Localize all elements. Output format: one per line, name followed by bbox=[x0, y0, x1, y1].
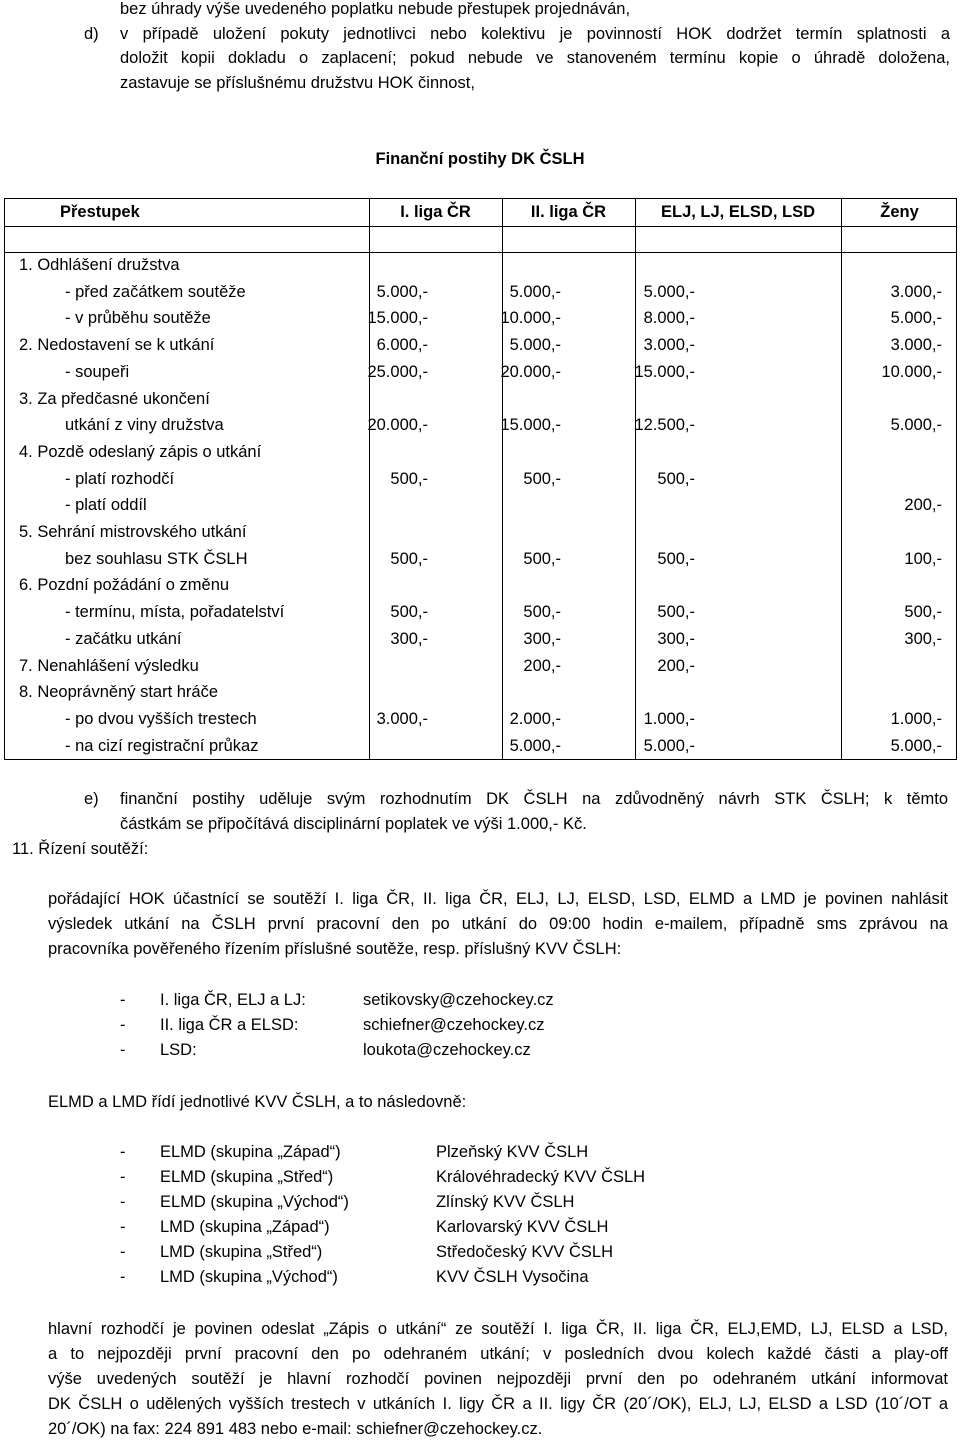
fee-value: 10.000,- bbox=[881, 363, 942, 381]
para1-line-2: výsledek utkání na ČSLH první pracovní den po utkání do 09:00 hodin e-mailem, případně sms zprávou na bbox=[48, 915, 948, 933]
header-league-1: I. liga ČR bbox=[400, 203, 471, 221]
para2-line-5: 20´/OK) na fax: 224 891 483 nebo e-mail: schiefner@czehockey.cz. bbox=[48, 1420, 543, 1438]
fee-value: 500,- bbox=[390, 603, 428, 621]
fee-row-label: 8. Neoprávněný start hráče bbox=[19, 683, 219, 701]
para1-line-1: pořádající HOK účastnící se soutěží I. liga ČR, II. liga ČR, ELJ, LJ, ELSD, LSD, ELMD a LMD je povinen nahlásit bbox=[48, 890, 948, 908]
fee-value: 15.000,- bbox=[500, 416, 561, 434]
bullet: - bbox=[120, 1041, 126, 1059]
item-d-line-1: v případě uložení pokuty jednotlivci nebo kolektivu je povinností HOK dodržet termín splatnosti a bbox=[120, 25, 950, 43]
fee-value: 500,- bbox=[904, 603, 942, 621]
fee-value: 200,- bbox=[523, 657, 561, 675]
contact-email[interactable]: schiefner@czehockey.cz bbox=[363, 1016, 545, 1034]
fee-row-label: - začátku utkání bbox=[65, 630, 182, 648]
group-kvv: Plzeňský KVV ČSLH bbox=[436, 1143, 589, 1161]
contact-label: LSD: bbox=[160, 1041, 197, 1059]
item-e-marker: e) bbox=[84, 790, 99, 808]
section-11-heading: 11. Řízení soutěží: bbox=[12, 840, 149, 858]
fee-value: 200,- bbox=[904, 496, 942, 514]
fee-value: 12.500,- bbox=[634, 416, 695, 434]
fee-row-label: 5. Sehrání mistrovského utkání bbox=[19, 523, 247, 541]
contact-label: II. liga ČR a ELSD: bbox=[160, 1016, 299, 1034]
fee-row-label: 7. Nenahlášení výsledku bbox=[19, 657, 199, 675]
para2-line-3: výše uvedených soutěží je hlavní rozhodčí povinen nejpozději první den po odehraném utkání informovat bbox=[48, 1370, 948, 1388]
fee-value: 5.000,- bbox=[890, 416, 942, 434]
fee-row-label: 4. Pozdě odeslaný zápis o utkání bbox=[19, 443, 262, 461]
fee-row-label: utkání z viny družstva bbox=[65, 416, 224, 434]
fee-row-label: - na cizí registrační průkaz bbox=[65, 737, 259, 755]
group-kvv: Karlovarský KVV ČSLH bbox=[436, 1218, 609, 1236]
fee-value: 15.000,- bbox=[367, 309, 428, 327]
fee-value: 15.000,- bbox=[634, 363, 695, 381]
fee-value: 5.000,- bbox=[643, 283, 695, 301]
fee-value: 500,- bbox=[657, 603, 695, 621]
fee-row-label: - platí oddíl bbox=[65, 496, 147, 514]
fee-value: 300,- bbox=[904, 630, 942, 648]
bullet: - bbox=[120, 1268, 126, 1286]
fee-value: 20.000,- bbox=[367, 416, 428, 434]
fee-value: 10.000,- bbox=[500, 309, 561, 327]
fee-value: 300,- bbox=[390, 630, 428, 648]
bullet: - bbox=[120, 1016, 126, 1034]
fee-value: 500,- bbox=[523, 603, 561, 621]
contact-email[interactable]: loukota@czehockey.cz bbox=[363, 1041, 531, 1059]
group-kvv: Středočeský KVV ČSLH bbox=[436, 1243, 613, 1261]
fee-value: 5.000,- bbox=[509, 336, 561, 354]
fee-value: 8.000,- bbox=[643, 309, 695, 327]
fee-row-label: - v průběhu soutěže bbox=[65, 309, 211, 327]
group-name: LMD (skupina „Východ“) bbox=[160, 1268, 338, 1286]
group-kvv: KVV ČSLH Vysočina bbox=[436, 1268, 589, 1286]
header-youth: ELJ, LJ, ELSD, LSD bbox=[660, 203, 816, 221]
fee-table bbox=[4, 198, 957, 760]
fee-value: 5.000,- bbox=[890, 309, 942, 327]
fee-value: 5.000,- bbox=[643, 737, 695, 755]
contact-label: I. liga ČR, ELJ a LJ: bbox=[160, 991, 306, 1009]
fee-row-label: - platí rozhodčí bbox=[65, 470, 175, 488]
elmd-intro: ELMD a LMD řídí jednotlivé KVV ČSLH, a to následovně: bbox=[48, 1093, 467, 1111]
contact-email[interactable]: setikovsky@czehockey.cz bbox=[363, 991, 554, 1009]
para1-line-3: pracovníka pověřeného řízením příslušné soutěže, resp. příslušný KVV ČSLH: bbox=[48, 940, 622, 958]
group-name: LMD (skupina „Střed“) bbox=[160, 1243, 323, 1261]
header-offense: Přestupek bbox=[60, 203, 140, 221]
para2-line-2: a to nejpozději první pracovní den po odehraném utkání; v posledních dvou kolech každé části a play-off bbox=[48, 1345, 948, 1363]
fee-row-label: - po dvou vyšších trestech bbox=[65, 710, 257, 728]
item-d-line-3: zastavuje se příslušnému družstvu HOK činnost, bbox=[120, 74, 475, 92]
fee-value: 1.000,- bbox=[643, 710, 695, 728]
group-name: LMD (skupina „Západ“) bbox=[160, 1218, 330, 1236]
fee-value: 300,- bbox=[523, 630, 561, 648]
bullet: - bbox=[120, 1243, 126, 1261]
table-title: Finanční postihy DK ČSLH bbox=[375, 150, 585, 168]
group-kvv: Královéhradecký KVV ČSLH bbox=[436, 1168, 646, 1186]
fee-row-label: 1. Odhlášení družstva bbox=[19, 256, 180, 274]
fee-value: 500,- bbox=[523, 470, 561, 488]
header-league-2: II. liga ČR bbox=[530, 203, 607, 221]
item-d-marker: d) bbox=[84, 25, 99, 43]
fee-row-label: bez souhlasu STK ČSLH bbox=[65, 550, 248, 568]
fee-row-label: 3. Za předčasné ukončení bbox=[19, 390, 210, 408]
header-women: Ženy bbox=[880, 203, 919, 221]
fee-value: 500,- bbox=[390, 550, 428, 568]
bullet: - bbox=[120, 1218, 126, 1236]
fee-value: 3.000,- bbox=[890, 336, 942, 354]
fee-value: 25.000,- bbox=[367, 363, 428, 381]
fee-value: 3.000,- bbox=[643, 336, 695, 354]
fee-value: 5.000,- bbox=[509, 283, 561, 301]
fee-row-label: - termínu, místa, pořadatelství bbox=[65, 603, 285, 621]
fee-row-label: - soupeři bbox=[65, 363, 130, 381]
fee-value: 5.000,- bbox=[890, 737, 942, 755]
bullet: - bbox=[120, 991, 126, 1009]
fee-value: 500,- bbox=[657, 470, 695, 488]
fee-value: 300,- bbox=[657, 630, 695, 648]
fee-value: 200,- bbox=[657, 657, 695, 675]
fee-value: 500,- bbox=[657, 550, 695, 568]
fee-row-label: 2. Nedostavení se k utkání bbox=[19, 336, 215, 354]
fee-value: 1.000,- bbox=[890, 710, 942, 728]
fee-value: 3.000,- bbox=[376, 710, 428, 728]
fee-value: 3.000,- bbox=[890, 283, 942, 301]
fee-row-label: - před začátkem soutěže bbox=[65, 283, 246, 301]
group-name: ELMD (skupina „Východ“) bbox=[160, 1193, 349, 1211]
para2-line-4: DK ČSLH o udělených vyšších trestech v utkáních I. ligy ČR a II. ligy ČR (20´/OK), ELJ, LJ, ELSD a LSD (10´/OT a bbox=[48, 1395, 948, 1413]
bullet: - bbox=[120, 1168, 126, 1186]
fee-value: 5.000,- bbox=[509, 737, 561, 755]
fee-value: 5.000,- bbox=[376, 283, 428, 301]
fee-value: 100,- bbox=[904, 550, 942, 568]
item-e-line-2: částkám se připočítává disciplinární poplatek ve výši 1.000,- Kč. bbox=[120, 815, 587, 833]
group-kvv: Zlínský KVV ČSLH bbox=[436, 1193, 575, 1211]
bullet: - bbox=[120, 1193, 126, 1211]
fee-value: 500,- bbox=[523, 550, 561, 568]
para2-line-1: hlavní rozhodčí je povinen odeslat „Zápis o utkání“ ze soutěží I. liga ČR, II. liga ČR, ELJ,EMD, LJ, ELSD a LSD, bbox=[48, 1320, 948, 1338]
bullet: - bbox=[120, 1143, 126, 1161]
fee-row-label: 6. Pozdní požádání o změnu bbox=[19, 576, 230, 594]
intro-line: bez úhrady výše uvedeného poplatku nebude přestupek projednáván, bbox=[120, 0, 631, 18]
group-name: ELMD (skupina „Střed“) bbox=[160, 1168, 334, 1186]
fee-value: 6.000,- bbox=[376, 336, 428, 354]
fee-value: 500,- bbox=[390, 470, 428, 488]
item-d-line-2: doložit kopii dokladu o zaplacení; pokud nebude ve stanoveném termínu kopie o úhradě doložena, bbox=[120, 49, 950, 67]
fee-value: 2.000,- bbox=[509, 710, 561, 728]
item-e-line-1: finanční postihy uděluje svým rozhodnutím DK ČSLH na zdůvodněný návrh STK ČSLH; k těmto bbox=[120, 790, 948, 808]
fee-value: 20.000,- bbox=[500, 363, 561, 381]
group-name: ELMD (skupina „Západ“) bbox=[160, 1143, 341, 1161]
